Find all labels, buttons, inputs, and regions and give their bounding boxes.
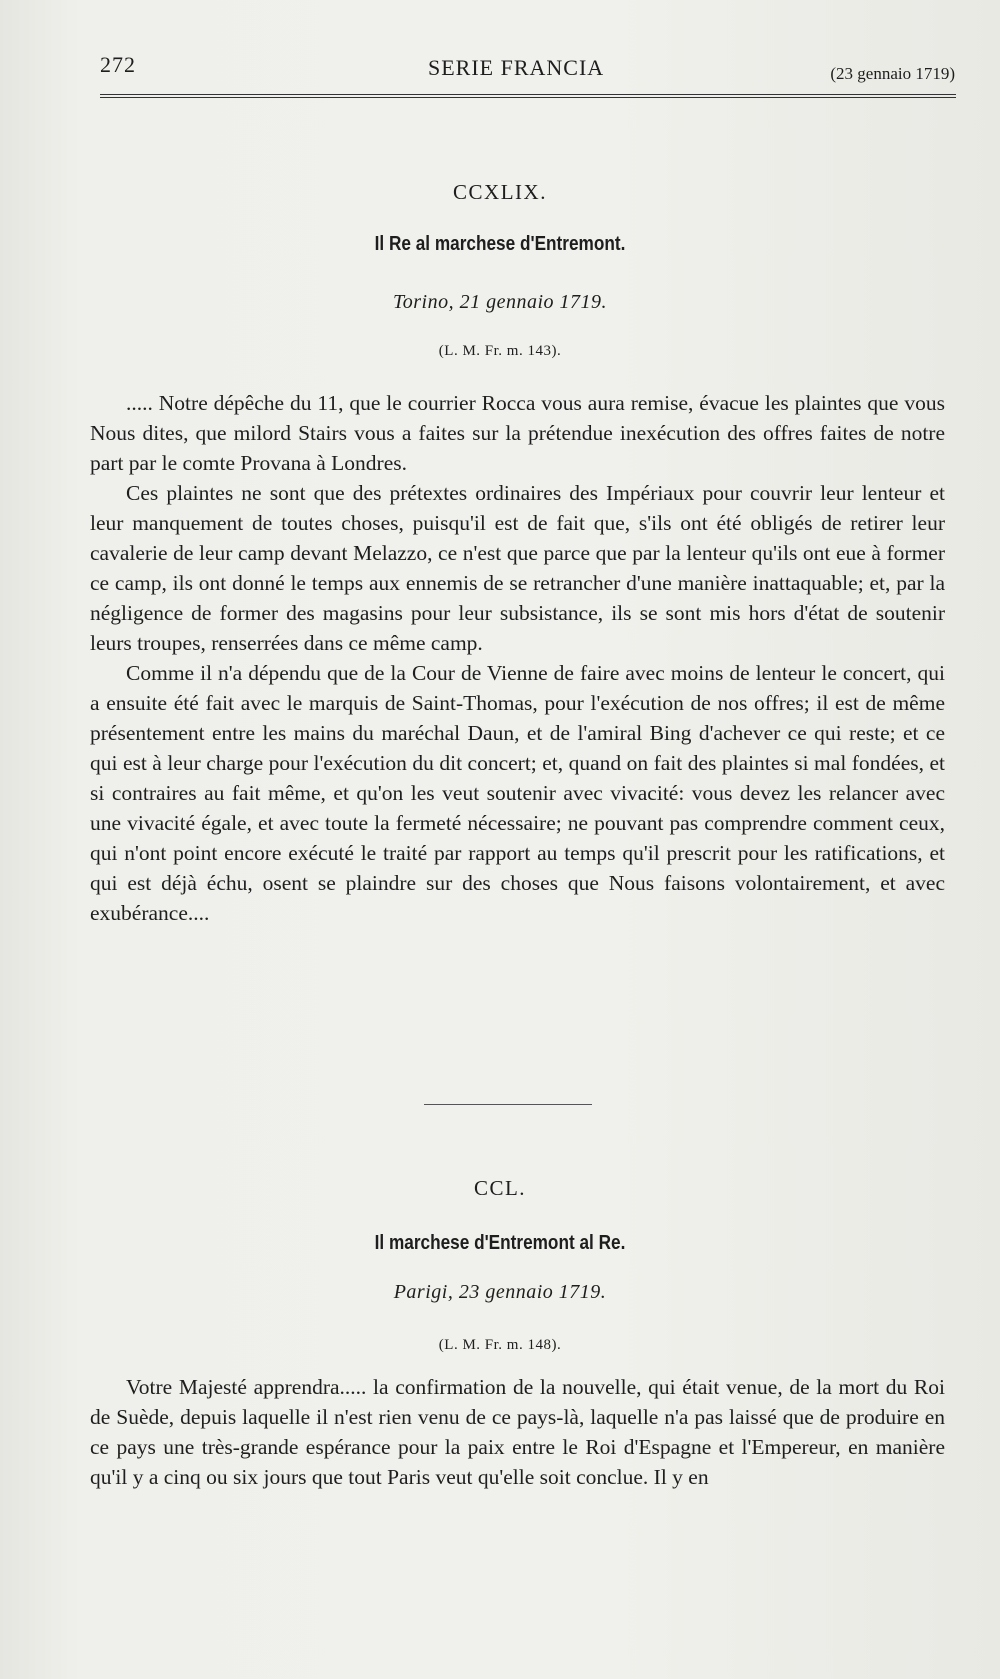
running-title: SERIE FRANCIA — [428, 55, 605, 80]
letter-archive-reference: (L. M. Fr. m. 143). — [438, 343, 562, 359]
letter-heading: Il Re al marchese d'Entremont. — [374, 233, 626, 255]
letter-body — [90, 388, 945, 928]
letter-heading: Il marchese d'Entremont al Re. — [374, 1232, 626, 1254]
paragraph: Votre Majesté apprendra..... la confirmation de la nouvelle, qui était venue, de la mort du Roi de Suède, depuis laquelle il n'est rien venu de ce pays-là, laquelle n'a pas laissé que de produire en ce pays une très-grande espérance pour la paix entre le Roi d'Espagne et l'Empereur, en manière qu'il y a cinq ou six jours que tout Paris veut qu'elle soit conclue. Il y en — [90, 1375, 945, 1489]
letter-body — [90, 1372, 945, 1492]
header-rule — [100, 94, 956, 98]
letter-archive-reference: (L. M. Fr. m. 148). — [438, 1337, 562, 1353]
letter-place-date: Torino, 21 gennaio 1719. — [392, 291, 608, 313]
running-header — [100, 52, 955, 86]
page-number: 272 — [100, 52, 136, 77]
paragraph: Ces plaintes ne sont que des prétextes ordinaires des Impériaux pour couvrir leur lenteur et leur manquement de toutes choses, puisqu'il est de fait que, s'ils ont été obligés de retirer leur cavalerie de leur camp devant Melazzo, ce n'est que parce que par la lenteur qu'ils ont eue à former ce camp, ils ont donné le temps aux ennemis de se retrancher d'une manière inattaquable; et, par la négligence de former des magasins pour leur subsistance, ils se sont mis hors d'état de soutenir leurs troupes, renserrées dans ce même camp. — [90, 481, 945, 655]
letter-number: CCL. — [473, 1176, 527, 1200]
letter-place-date: Parigi, 23 gennaio 1719. — [393, 1281, 607, 1303]
section-divider — [424, 1104, 592, 1105]
running-date: (23 gennaio 1719) — [830, 64, 955, 83]
paragraph: Comme il n'a dépendu que de la Cour de Vienne de faire avec moins de lenteur le concert, qui a ensuite été fait avec le marquis de Saint-Thomas, pour l'exécution de nos offres; il est de même présentement entre les mains du maréchal Daun, et de l'amiral Bing d'achever ce qui reste; et ce qui est à leur charge pour l'exécution du dit concert; et, quand on fait des plaintes si mal fondées, et si contraires au fait même, et qu'on les veut soutenir avec vivacité: vous devez les relancer avec une vivacité égale, et avec toute la fermeté nécessaire; ne pouvant pas comprendre comment ceux, qui n'ont point encore exécuté le traité par rapport au temps qu'il prescrit pour les ratifications, et qui est déjà échu, osent se plaindre sur des choses que Nous faisons volontairement, et avec exubérance.... — [90, 661, 945, 925]
paragraph: ..... Notre dépêche du 11, que le courrier Rocca vous aura remise, évacue les plaintes que vous Nous dites, que milord Stairs vous a faites sur la prétendue inexécution des offres faites de notre part par le comte Provana à Londres. — [90, 391, 945, 475]
letter-number: CCXLIX. — [453, 180, 547, 204]
